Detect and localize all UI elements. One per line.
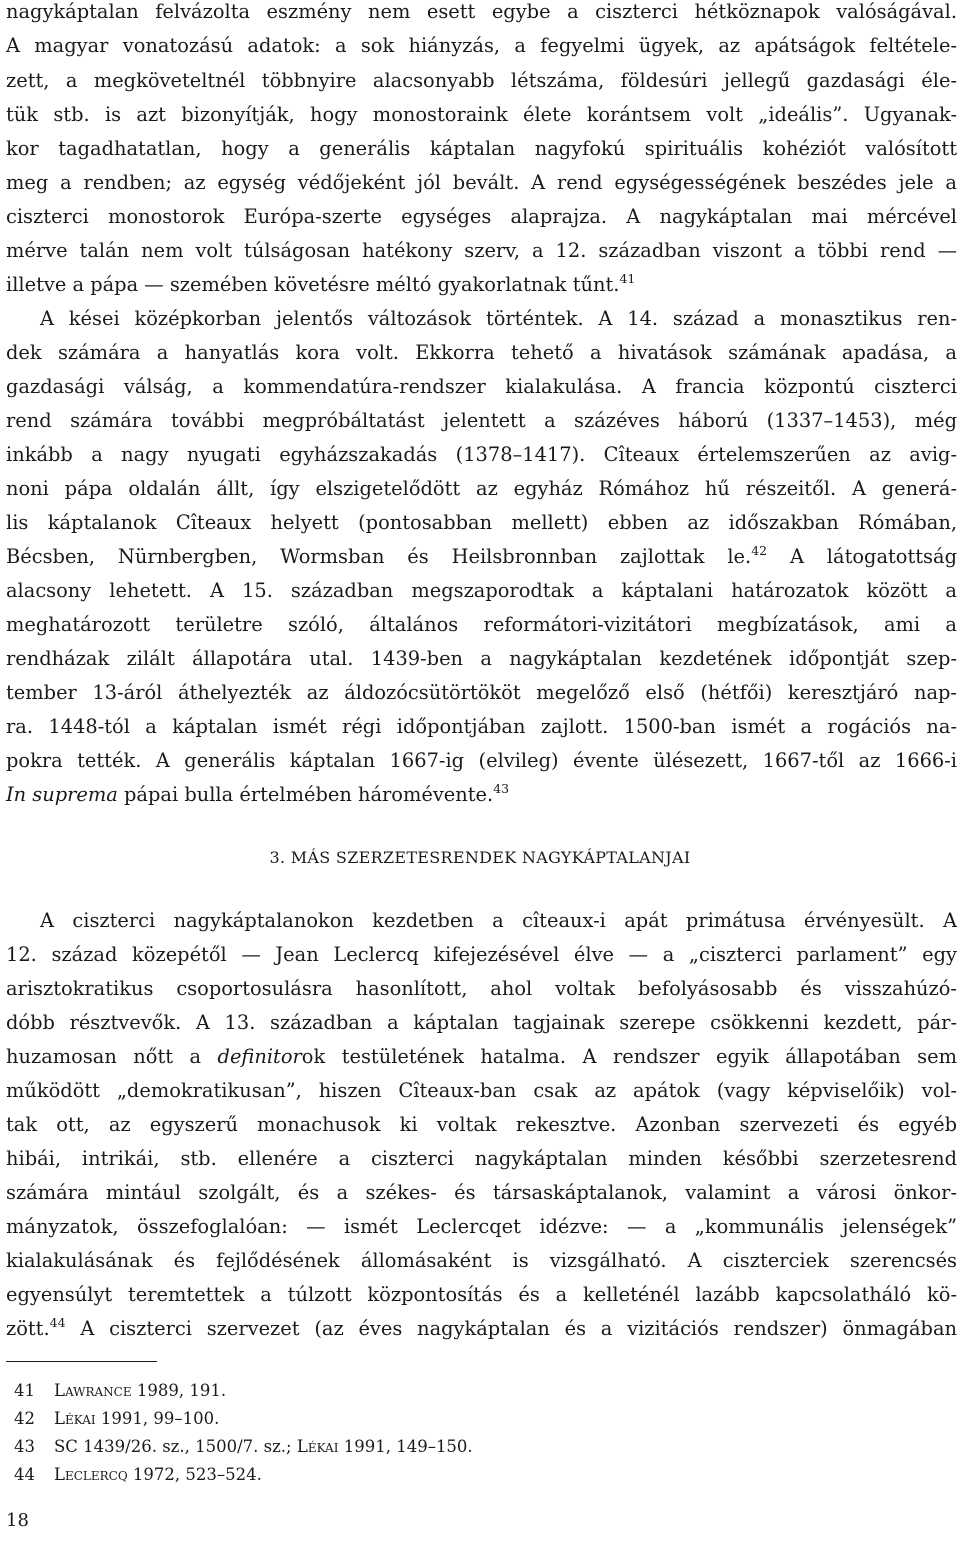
text-line: kialakulásának és fejlődésének állomásaként is vizsgálható. A ciszterciek szerencsés: [6, 1249, 957, 1272]
italic-title: In suprema: [6, 783, 118, 806]
text-line: egyensúlyt teremtettek a túlzott központosítás és a kelleténél lazább kapcsolatháló kö-: [6, 1283, 957, 1306]
footnote-author: Leclercq: [54, 1465, 128, 1484]
text-line: hibái, intrikái, stb. ellenére a ciszterci nagykáptalan minden későbbi szerzetesrend: [6, 1147, 957, 1170]
text-line: A ciszterci nagykáptalanokon kezdetben a cîteaux-i apát primátusa érvényesült. A: [40, 909, 957, 932]
text-line: huzamosan nőtt a definitorok testületének hatalma. A rendszer egyik állapotában sem: [6, 1045, 957, 1068]
text-line: A kései középkorban jelentős változások történtek. A 14. század a monasztikus ren-: [40, 307, 957, 330]
footnote-number: 44: [14, 1465, 35, 1484]
text-line: ciszterci monostorok Európa-szerte egységes alaprajza. A nagykáptalan mai mércével: [6, 205, 957, 228]
text-line: tember 13-áról áthelyezték az áldozócsütörtököt megelőző első (hétfői) keresztjáró nap-: [6, 681, 957, 704]
footnote-author: Lékai: [54, 1409, 96, 1428]
footnote: 41 Lawrance 1989, 191.: [6, 1376, 226, 1406]
text-line: arisztokratikus csoportosulásra hasonlított, ahol voltak befolyásosabb és visszahúzó-: [6, 977, 957, 1000]
text-line: noni pápa oldalán állt, így elszigetelődött az egyház Rómához hű részeitől. A generá-: [6, 477, 957, 500]
text-line: Bécsben, Nürnbergben, Wormsban és Heilsbronnban zajlottak le.$^{42}$ A látogatottság: [6, 543, 957, 568]
footnote-ref[interactable]: 42: [751, 543, 768, 558]
text-line: illetve a pápa — szemében követésre méltó gyakorlatnak tűnt.$^{41}$: [6, 271, 636, 296]
text-line: mérve talán nem volt túlságosan hatékony szerv, a 12. században viszont a többi rend —: [6, 239, 957, 262]
page-number: 18: [6, 1510, 29, 1531]
text-line: kor tagadhatatlan, hogy a generális káptalan nagyfokú spirituális kohéziót valósított: [6, 137, 957, 160]
text-line: 12. század közepétől — Jean Leclercq kifejezésével élve — a „ciszterci parlament” egy: [6, 943, 957, 966]
footnote-number: 43: [14, 1437, 35, 1456]
text-line: rend számára további megpróbáltatást jelentett a százéves háború (1337–1453), még: [6, 409, 957, 432]
text-line: számára mintául szolgált, és a székes- és társaskáptalanok, valamint a városi önkor-: [6, 1181, 957, 1204]
footnote-ref[interactable]: 41: [619, 271, 636, 286]
text-line: gazdasági válság, a kommendatúra-rendszer kialakulása. A francia központú ciszterci: [6, 375, 957, 398]
footnote-ref[interactable]: 43: [493, 781, 510, 796]
text-line: dóbb résztvevők. A 13. században a káptalan tagjainak szerepe csökkenni kezdett, pár-: [6, 1011, 957, 1034]
footnote: 42 Lékai 1991, 99–100.: [6, 1404, 219, 1434]
text-line: rendházak zilált állapotára utal. 1439-ben a nagykáptalan kezdetének időpontját szep-: [6, 647, 957, 670]
footnote-number: 41: [14, 1381, 35, 1400]
footnote: 44 Leclercq 1972, 523–524.: [6, 1460, 262, 1490]
footnote-separator: [6, 1361, 157, 1362]
section-heading: 3. MÁS SZERZETESRENDEK NAGYKÁPTALANJAI: [269, 848, 691, 867]
footnote: 43 SC 1439/26. sz., 1500/7. sz.; Lékai 1991, 149–150.: [6, 1432, 473, 1462]
text-line: működött „demokratikusan”, hiszen Cîteaux-ban csak az apátok (vagy képviselőik) vol-: [6, 1079, 957, 1102]
text-line: meghatározott területre szóló, általános reformátori-vizitátori megbízatások, ami a: [6, 613, 957, 636]
text-line: dek számára a hanyatlás kora volt. Ekkorra tehető a hivatások számának apadása, a: [6, 341, 957, 364]
text-line: A magyar vonatozású adatok: a sok hiányzás, a fegyelmi ügyek, az apátságok feltétele-: [6, 34, 957, 57]
text-line: In suprema pápai bulla értelmében háromévente.$^{43}$: [6, 781, 510, 806]
text-line: tak ott, az egyszerű monachusok ki voltak rekesztve. Azonban szervezeti és egyéb: [6, 1113, 957, 1136]
text-line: ra. 1448-tól a káptalan ismét régi időpontjában zajlott. 1500-ban ismét a rogációs na-: [6, 715, 957, 738]
footnote-author: Lékai: [296, 1437, 339, 1456]
footnote-ref[interactable]: 44: [49, 1315, 66, 1330]
footnote-author: Lawrance: [54, 1381, 132, 1400]
text-line: pokra tették. A generális káptalan 1667-ig (elvileg) évente ülésezett, 1667-től az 1666-i: [6, 749, 957, 772]
text-line: inkább a nagy nyugati egyházszakadás (1378–1417). Cîteaux értelemszerűen az avig-: [6, 443, 957, 466]
text-line: lis káptalanok Cîteaux helyett (pontosabban mellett) ebben az időszakban Rómában,: [6, 511, 957, 534]
text-line: meg a rendben; az egység védőjeként jól bevált. A rend egységességének beszédes jele a: [6, 171, 957, 194]
text-line: zött.$^{44}$ A ciszterci szervezet (az éves nagykáptalan és a vizitációs rendszer) önmagában: [6, 1315, 957, 1340]
text-line: alacsony lehetett. A 15. században megszaporodtak a káptalani határozatok között a: [6, 579, 957, 602]
text-line: tük stb. is azt bizonyítják, hogy monostoraink élete korántsem volt „ideális”. Ugyanak-: [6, 103, 957, 126]
text-line: mányzatok, összefoglalóan: — ismét Leclercqet idézve: — a „kommunális jelenségek”: [6, 1215, 957, 1238]
text-line: zett, a megköveteltnél többnyire alacsonyabb létszáma, földesúri jellegű gazdasági éle-: [6, 69, 957, 92]
footnote-number: 42: [14, 1409, 35, 1428]
text-line: nagykáptalan felvázolta eszmény nem esett egybe a ciszterci hétköznapok valóságával.: [6, 0, 957, 23]
italic-term: definitor: [217, 1045, 302, 1068]
